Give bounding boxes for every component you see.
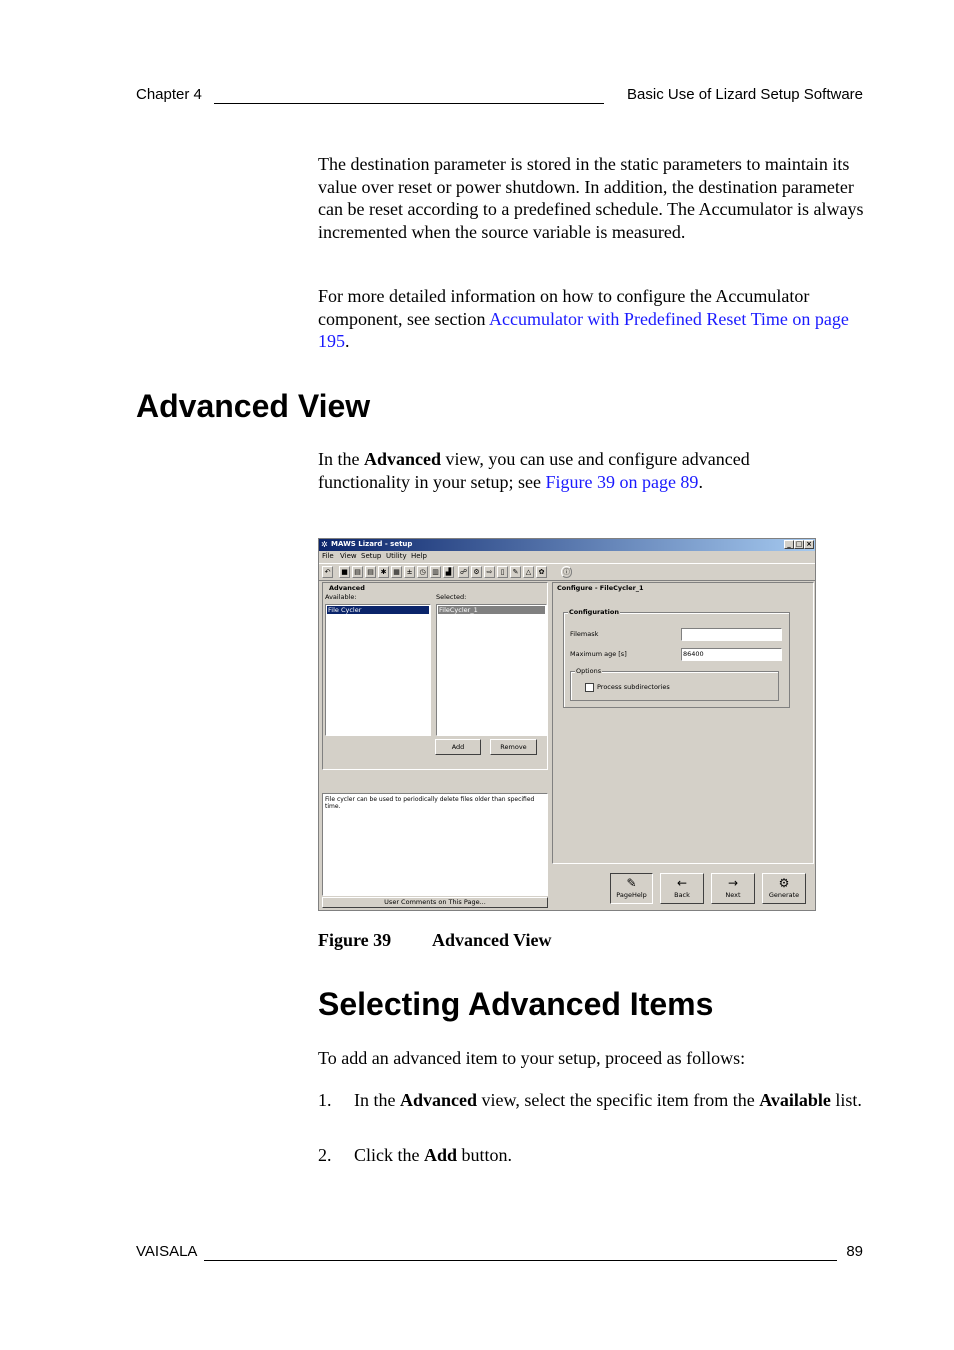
window-titlebar [319,539,815,551]
header-chapter: Chapter 4 [136,86,202,103]
menu-view[interactable]: View [340,552,357,560]
advanced-icon[interactable]: ⚙ [471,566,482,578]
gears-icon: ⚙ [778,876,790,890]
figure-39-link[interactable]: Figure 39 on page 89 [545,471,699,492]
sensor-icon[interactable]: ✱ [378,566,389,578]
edit-icon[interactable]: ✎ [510,566,521,578]
step-text-part: Click the [354,1145,424,1165]
close-button[interactable]: × [804,540,814,549]
selected-list[interactable] [436,604,547,736]
list-item-file-cycler[interactable]: File Cycler [327,606,429,614]
generate-label: Generate [768,891,800,899]
arrow-right-icon: → [727,876,739,890]
advanced-panel-title: Advanced [329,584,365,592]
pagehelp-icon: ✎ [626,876,637,890]
steps-list [318,1089,868,1189]
paragraph-text-mid: view, you can use and configure advanced functionality in your setup; see [318,449,750,492]
menu-file[interactable]: File [322,552,334,560]
step-number: 1. [318,1090,332,1110]
document-icon[interactable]: ▯ [497,566,508,578]
selected-label: Selected: [436,593,467,601]
add-button[interactable]: Add [435,739,481,755]
chart-icon[interactable]: ▟ [443,566,454,578]
figure-caption: Advanced View [432,930,552,950]
pagehelp-label: PageHelp [616,891,647,899]
header-section-title: Basic Use of Lizard Setup Software [627,86,863,103]
step-text-part: view, select the specific item from the [477,1090,760,1110]
calc-icon[interactable]: ± [404,566,415,578]
report-icon[interactable]: ▥ [430,566,441,578]
menu-utility[interactable]: Utility [386,552,407,560]
figure-number: Figure 39 [318,930,392,950]
step-2 [318,1144,868,1167]
step-bold: Available [759,1090,831,1110]
advanced-view-paragraph [318,448,818,493]
window-title: MAWS Lizard - setup [331,540,413,548]
minimize-button[interactable]: _ [784,540,794,549]
paragraph-text-end: . [345,331,350,352]
back-label: Back [674,891,690,899]
info-icon[interactable]: ⓘ [563,568,570,576]
menu-setup[interactable]: Setup [361,552,382,560]
paragraph-text-end: . [698,471,703,492]
description-box: File cycler can be used to periodically delete files older than specified time. [322,793,548,896]
step-bold: Advanced [399,1090,477,1110]
alarm-icon[interactable]: △ [523,566,534,578]
next-label: Next [725,891,741,899]
process-subdirectories-label: Process subdirectories [597,683,670,691]
paragraph-text: In the [318,449,364,469]
menu-help[interactable]: Help [411,552,427,560]
pagehelp-button[interactable] [610,873,653,904]
footer-page-number: 89 [846,1243,863,1260]
step-text [354,1089,864,1112]
user-comments-button[interactable]: User Comments on This Page... [322,897,548,908]
footer-company: VAISALA [136,1243,198,1260]
intro-paragraph-1: The destination parameter is stored in the static parameters to maintain its value over reset or power shutdown. In addition, the destination parameter can be reset according to a predefined schedule. The Accumulator is always incremented when the source variable is measured. [318,154,864,242]
communications-icon[interactable]: ☍ [459,568,468,576]
generate-icon[interactable]: ✿ [536,566,547,578]
remove-button[interactable]: Remove [490,739,537,755]
maximize-button[interactable]: □ [795,540,803,548]
paragraph-text: For more detailed information on how to configure the Accumulator component, see section [318,286,810,329]
step-bold: Add [424,1145,458,1165]
toolbar [319,563,815,581]
accumulator-link[interactable]: Accumulator with Predefined Reset Time on page 195 [318,308,849,352]
device-icon[interactable]: ▤ [352,566,363,578]
advanced-bold: Advanced [363,449,441,469]
footer-rule [204,1260,837,1261]
available-list[interactable] [325,604,431,736]
device-2-icon[interactable]: ▤ [365,566,376,578]
step-number: 2. [318,1145,332,1165]
options-group-label: Options [576,667,602,675]
timer-icon[interactable]: ◷ [417,566,428,578]
menu-bar [319,551,815,562]
max-age-field[interactable]: 86400 [681,648,782,661]
logging-icon[interactable]: ▦ [391,566,402,578]
list-item-filecycler-1[interactable]: FileCycler_1 [438,606,545,614]
selecting-intro: To add an advanced item to your setup, proceed as follows: [318,1048,746,1068]
configure-title: Configure - FileCycler_1 [557,584,644,592]
selecting-advanced-items-heading: Selecting Advanced Items [318,986,714,1022]
process-subdirectories-checkbox[interactable] [585,683,594,692]
undo-icon[interactable]: ↶ [322,566,333,578]
maws-lizard-screenshot [318,538,816,911]
advanced-view-heading: Advanced View [136,388,371,424]
intro-paragraph-2 [318,285,868,353]
step-text [354,1144,864,1167]
configuration-group-label: Configuration [569,608,619,616]
filemask-label: Filemask [570,630,599,638]
stop-icon[interactable]: ■ [339,566,350,578]
step-text-part: list. [830,1090,862,1110]
filemask-field[interactable] [681,628,782,641]
step-text-part: button. [457,1145,513,1165]
arrow-left-icon: ← [676,876,688,890]
step-1 [318,1089,868,1134]
next-button[interactable] [711,873,755,904]
available-label: Available: [325,593,357,601]
generate-button[interactable] [762,873,806,904]
header-rule [214,103,604,104]
max-age-label: Maximum age [s] [570,650,627,658]
step-text-part: In the [354,1090,400,1110]
send-icon[interactable]: ⇨ [484,566,495,578]
back-button[interactable] [660,873,704,904]
lizard-app-icon: ✲ [321,540,328,549]
